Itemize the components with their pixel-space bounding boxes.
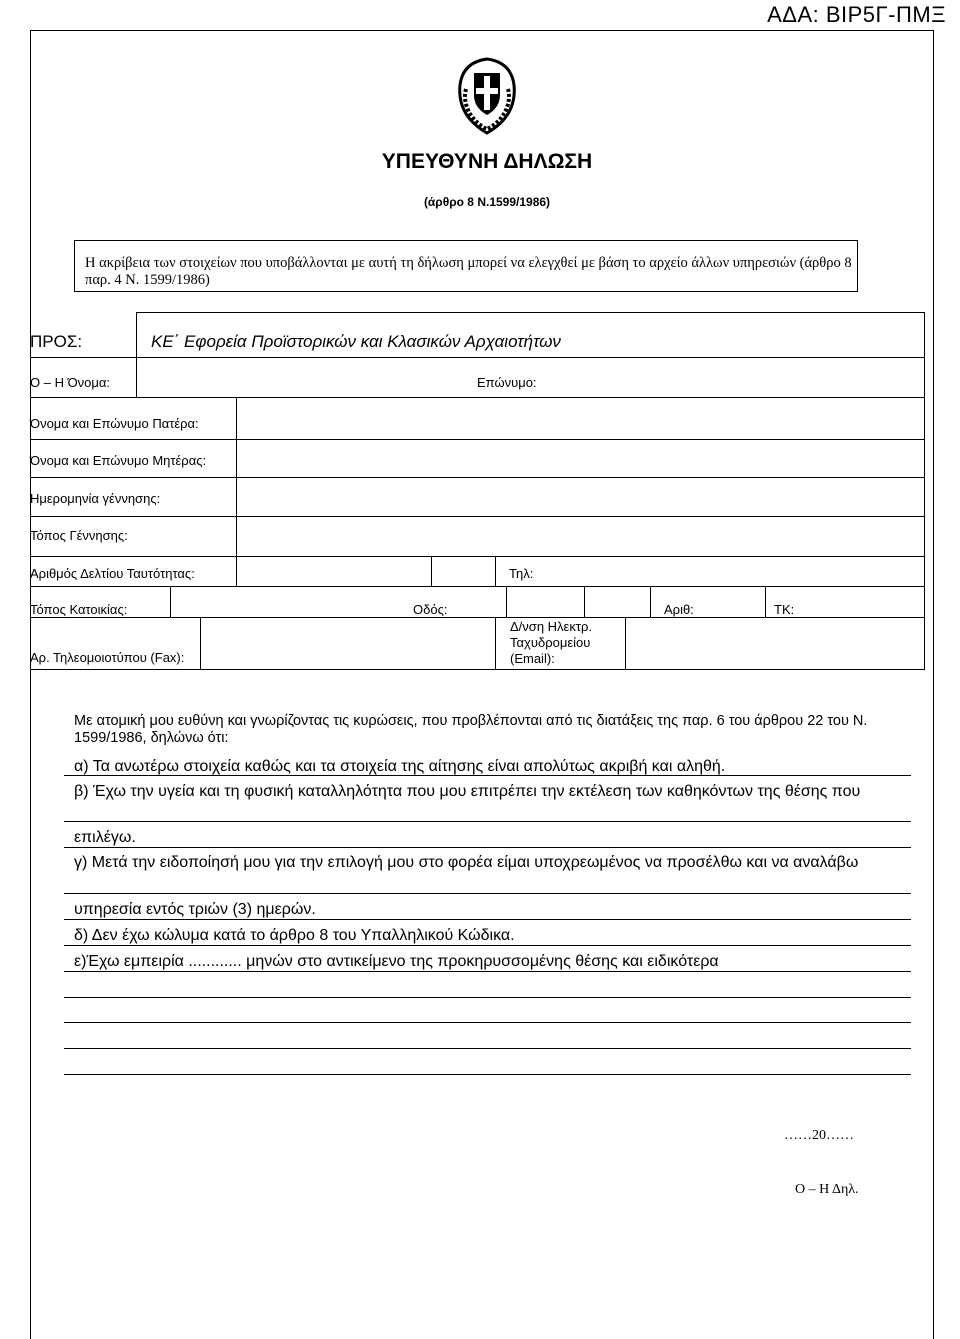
blank-line	[64, 1048, 911, 1049]
phone-label: Τηλ:	[509, 566, 534, 581]
greek-emblem-icon	[452, 55, 522, 137]
statement-underline	[64, 775, 911, 776]
date-line: ……20……	[784, 1128, 854, 1143]
surname-label: Επώνυμο:	[477, 375, 537, 390]
blank-line	[64, 1074, 911, 1075]
statement-c-line1: γ) Μετά την ειδοποίησή μου για την επιλογή μου στο φορέα είμαι υποχρεωμένος να προσέλθω και να αναλάβω	[74, 854, 859, 871]
ada-code: ΑΔΑ: ΒΙΡ5Γ-ΠΜΞ	[767, 2, 946, 27]
street-number-label: Αριθ:	[664, 602, 694, 617]
postcode-label: ΤΚ:	[774, 602, 795, 617]
statement-underline	[64, 945, 911, 946]
page-title: ΥΠΕΥΘΥΝΗ ΔΗΛΩΣΗ	[381, 150, 593, 173]
declaration-intro: Με ατομική μου ευθύνη και γνωρίζοντας τις κυρώσεις, που προβλέπονται από τις διατάξεις της παρ. 6 του άρθρου 22 του Ν. 1599/1986, δηλώνω ότι:	[74, 713, 868, 746]
statement-b-line2: επιλέγω.	[74, 829, 136, 846]
recipient-value: ΚΕ΄ Εφορεία Προϊστορικών και Κλασικών Αρχαιοτήτων	[151, 332, 561, 351]
birth-place-label: Τόπος Γέννησης:	[30, 528, 128, 543]
statement-underline	[64, 919, 911, 920]
residence-label: Τόπος Κατοικίας:	[30, 602, 128, 617]
accuracy-notice: Η ακρίβεια των στοιχείων που υποβάλλονται με αυτή τη δήλωση μπορεί να ελεγχθεί με βάση το αρχείο άλλων υπηρεσιών (άρθρο 8 παρ. 4 Ν. 1599/1986)	[74, 240, 858, 292]
statement-d: δ) Δεν έχω κώλυμα κατά το άρθρο 8 του Υπαλληλικού Κώδικα.	[74, 927, 515, 944]
email-label-line1: Δ/νση Ηλεκτρ.	[510, 619, 592, 634]
law-reference: (άρθρο 8 Ν.1599/1986)	[423, 195, 551, 209]
signer-label: Ο – Η Δηλ.	[795, 1182, 859, 1197]
street-label: Οδός:	[413, 602, 448, 617]
declaration-form-table	[30, 312, 925, 670]
id-number-label: Αριθμός Δελτίου Ταυτότητας:	[30, 566, 195, 581]
statement-underline	[64, 971, 911, 972]
statement-c-line2: υπηρεσία εντός τριών (3) ημερών.	[74, 901, 316, 918]
blank-line	[64, 997, 911, 998]
blank-line	[64, 1022, 911, 1023]
statement-e: ε)Έχω εμπειρία ............ μηνών στο αντικείμενο της προκηρυσσομένης θέσης και ειδικότερα	[74, 953, 719, 970]
fax-label: Αρ. Τηλεομοιοτύπου (Fax):	[30, 650, 185, 665]
statement-underline	[64, 821, 911, 822]
statement-b-line1: β) Έχω την υγεία και τη φυσική καταλληλότητα που μου επιτρέπει την εκτέλεση των καθηκόντων της θέσης που	[74, 783, 861, 800]
birth-date-label: Ημερομηνία γέννησης:	[30, 491, 161, 506]
recipient-label: ΠΡΟΣ:	[30, 332, 83, 351]
email-label-line2: Ταχυδρομείου	[510, 635, 591, 650]
father-name-label: Όνομα και Επώνυμο Πατέρα:	[30, 416, 199, 431]
email-label-line3: (Email):	[510, 651, 555, 666]
mother-name-label: Όνομα και Επώνυμο Μητέρας:	[30, 453, 207, 468]
first-name-label: Ο – Η Όνομα:	[30, 375, 110, 390]
statement-a: α) Τα ανωτέρω στοιχεία καθώς και τα στοιχεία της αίτησης είναι απολύτως ακριβή και αληθή.	[74, 758, 726, 775]
statement-underline	[64, 893, 911, 894]
statement-underline	[64, 847, 911, 848]
